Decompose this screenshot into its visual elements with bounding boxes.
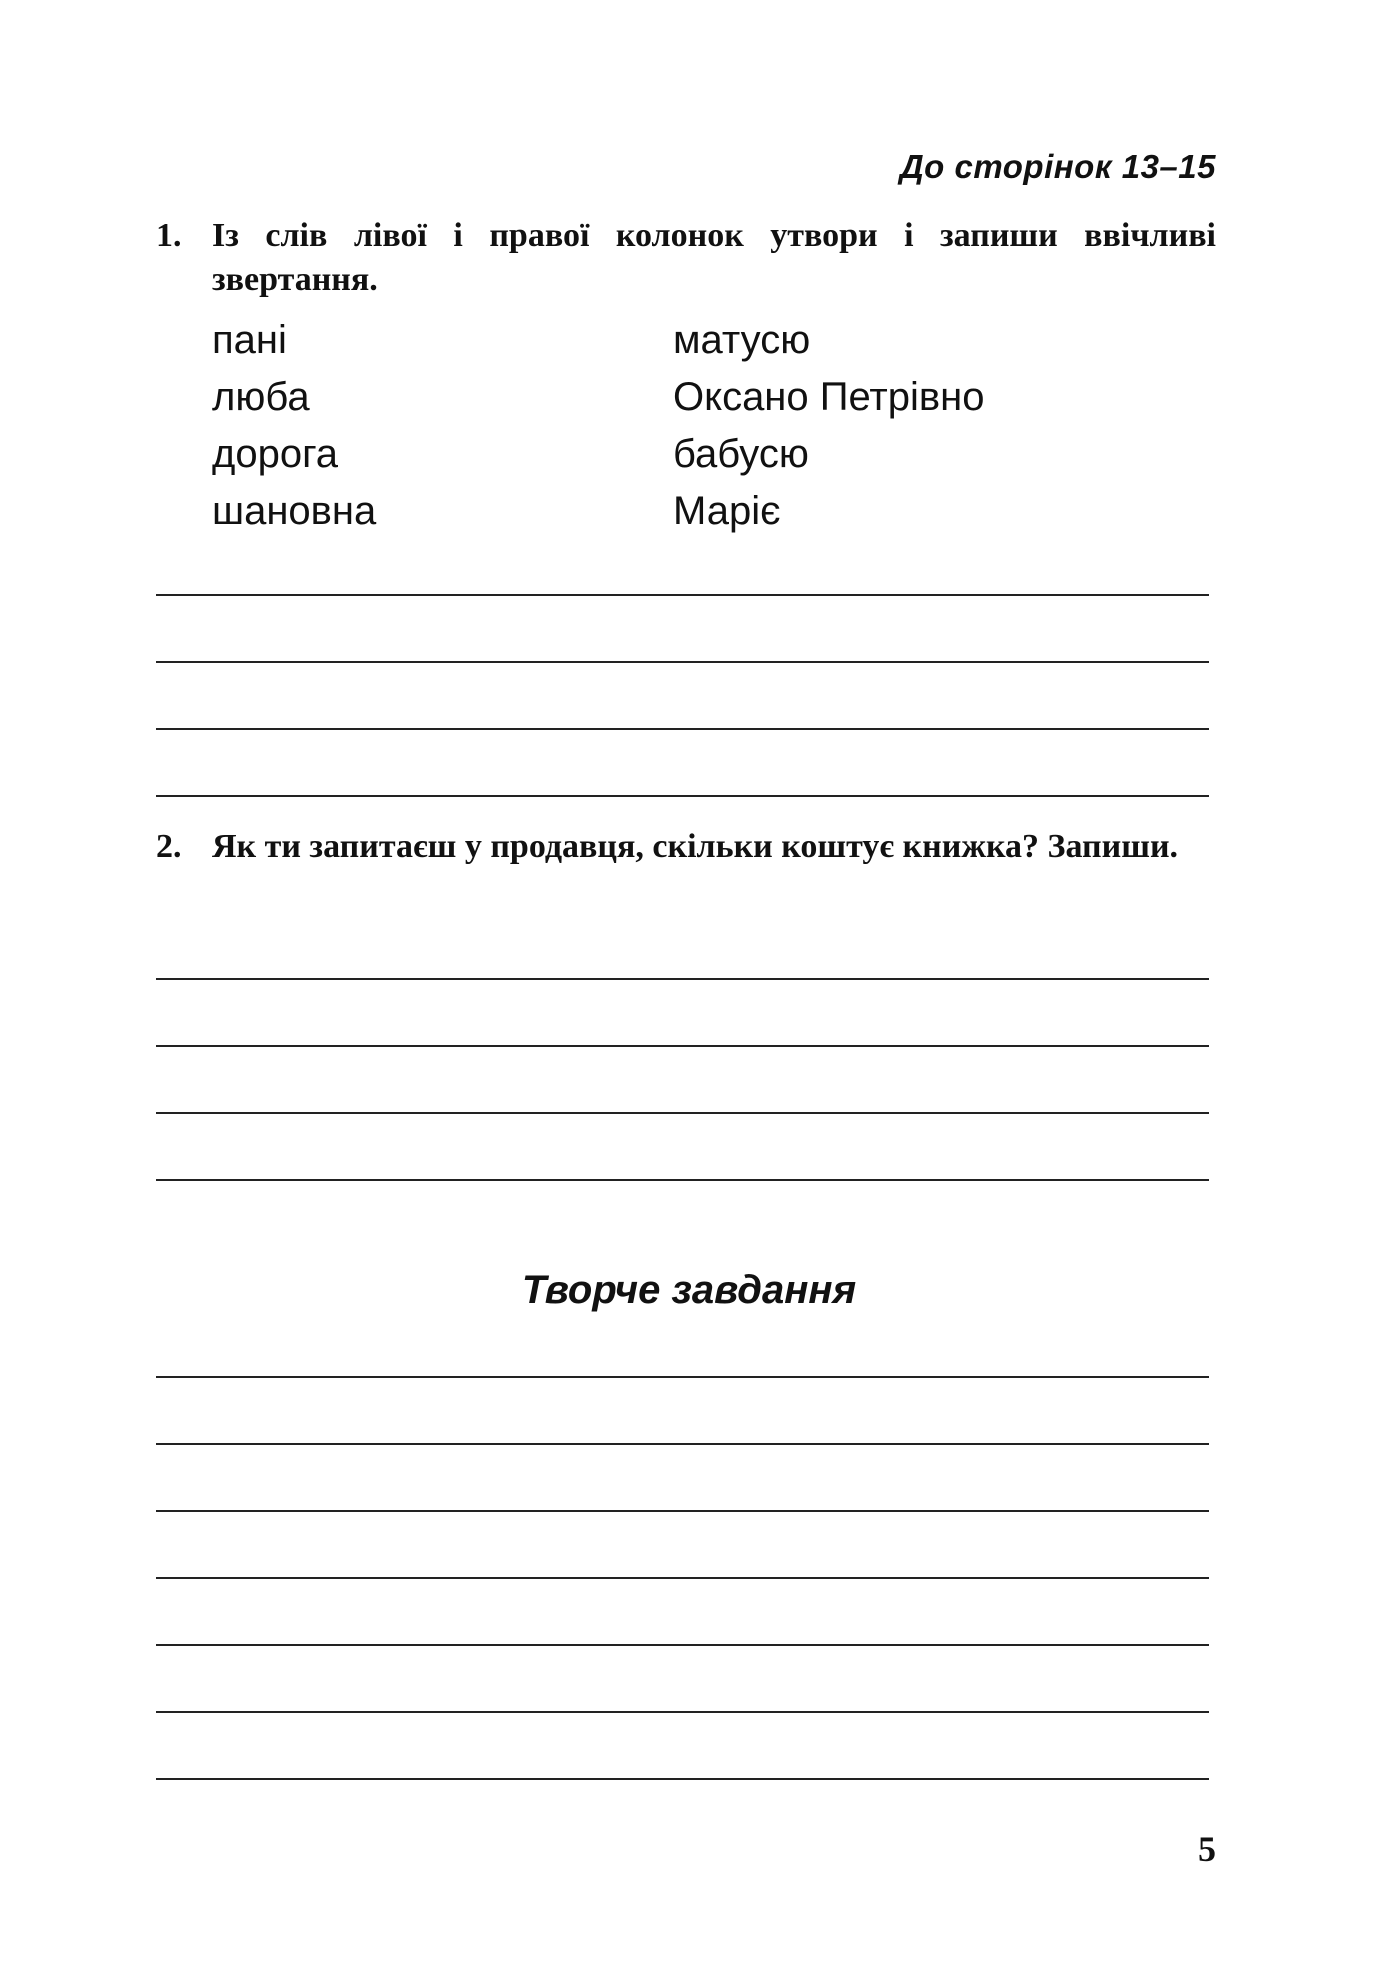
- creative-writing-line[interactable]: [156, 1510, 1209, 1512]
- left-word: пані: [212, 318, 287, 362]
- creative-task-title: Творче завдання: [521, 1268, 857, 1312]
- task-2-writing-line[interactable]: [156, 1045, 1209, 1047]
- task-1-writing-line[interactable]: [156, 795, 1209, 797]
- task-2-text: Як ти запитаєш у продавця, скільки коштує книжка? Запиши.: [212, 828, 1179, 865]
- left-column: [212, 312, 376, 540]
- task-2-writing-line[interactable]: [156, 1179, 1209, 1181]
- creative-writing-line[interactable]: [156, 1711, 1209, 1713]
- task-1-text: Із слів лівої і правої колонок утвори і запиши ввічливі звертання.: [212, 217, 1216, 298]
- creative-writing-line[interactable]: [156, 1577, 1209, 1579]
- creative-writing-line[interactable]: [156, 1644, 1209, 1646]
- right-word: бабусю: [673, 432, 809, 476]
- creative-writing-line[interactable]: [156, 1778, 1209, 1780]
- page-reference: До сторінок 13–15: [899, 148, 1216, 185]
- right-word: Оксано Петрівно: [673, 375, 985, 419]
- task-1-writing-line[interactable]: [156, 661, 1209, 663]
- left-word: люба: [212, 375, 310, 419]
- task-1-number: 1.: [156, 217, 182, 254]
- task-2: [156, 825, 1216, 869]
- task-2-number: 2.: [156, 828, 182, 865]
- task-1-writing-line[interactable]: [156, 594, 1209, 596]
- creative-writing-line[interactable]: [156, 1443, 1209, 1445]
- creative-writing-line[interactable]: [156, 1376, 1209, 1378]
- left-word: дорога: [212, 432, 339, 476]
- task-2-writing-line[interactable]: [156, 978, 1209, 980]
- right-column: [673, 312, 984, 540]
- right-word: матусю: [673, 318, 811, 362]
- task-1-writing-line[interactable]: [156, 728, 1209, 730]
- left-word: шановна: [212, 489, 377, 533]
- task-1: [156, 214, 1216, 302]
- page-number: 5: [1198, 1829, 1216, 1869]
- right-word: Маріє: [673, 489, 781, 533]
- task-2-writing-line[interactable]: [156, 1112, 1209, 1114]
